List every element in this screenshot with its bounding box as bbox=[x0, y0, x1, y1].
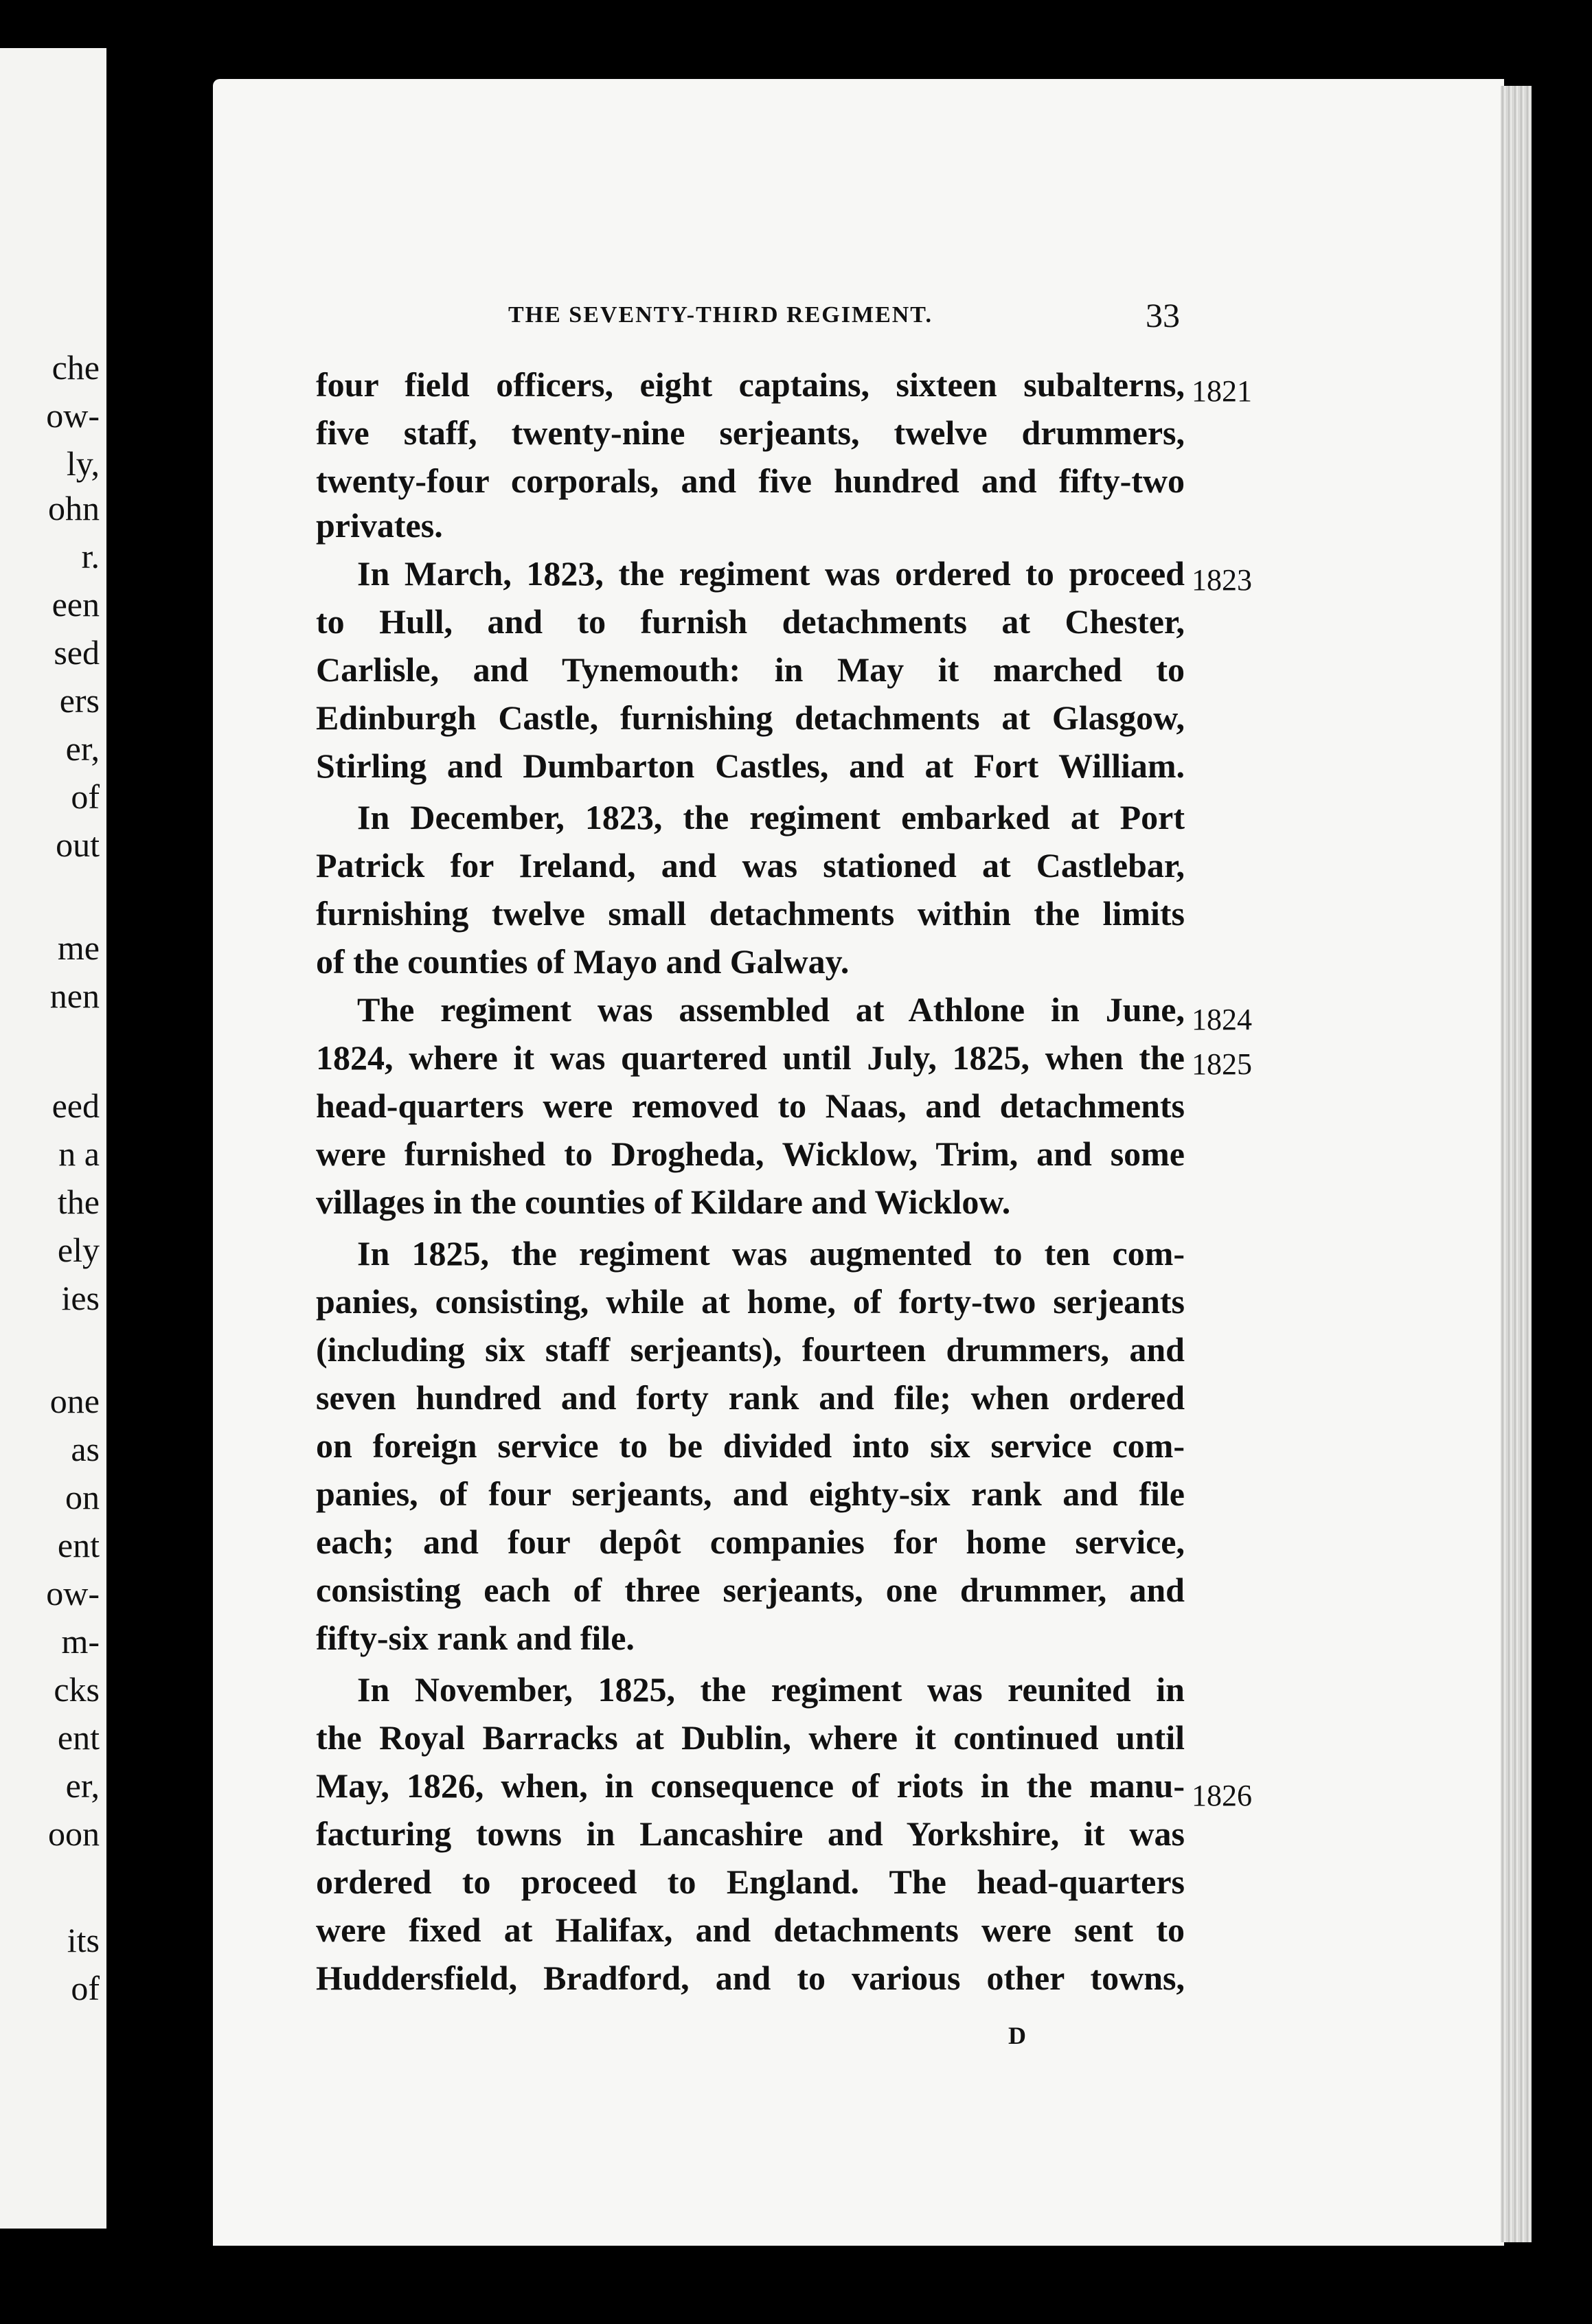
left-fragment: the bbox=[57, 1183, 100, 1221]
text-line: Stirling and Dumbarton Castles, and at Fort William. bbox=[316, 747, 1185, 785]
text-line: seven hundred and forty rank and file; when ordered bbox=[316, 1378, 1185, 1417]
text-line: were fixed at Halifax, and detachments were sent to bbox=[316, 1911, 1185, 1949]
text-line: consisting each of three serjeants, one drummer, and bbox=[316, 1571, 1185, 1609]
left-fragment: ow- bbox=[46, 396, 100, 435]
text-line: to Hull, and to furnish detachments at Chester, bbox=[316, 602, 1185, 641]
text-line: five staff, twenty-nine serjeants, twelve drummers, bbox=[316, 413, 1185, 452]
left-fragment: sed bbox=[54, 633, 100, 672]
margin-year: 1826 bbox=[1192, 1779, 1252, 1812]
text-line: of the counties of Mayo and Galway. bbox=[316, 942, 850, 981]
left-fragment: of bbox=[71, 1969, 100, 2007]
text-line: head-quarters were removed to Naas, and detachments bbox=[316, 1086, 1185, 1125]
page-edge bbox=[1501, 86, 1532, 2242]
left-fragment: of bbox=[71, 777, 100, 816]
margin-year: 1821 bbox=[1192, 374, 1252, 408]
text-line: May, 1826, when, in consequence of riots in the manu- bbox=[316, 1766, 1185, 1805]
text-line: twenty-four corporals, and five hundred and fifty-two bbox=[316, 462, 1185, 500]
left-fragment: eed bbox=[52, 1086, 100, 1125]
text-line: (including six staff serjeants), fourteen drummers, and bbox=[316, 1330, 1185, 1369]
text-line: The regiment was assembled at Athlone in June, bbox=[357, 990, 1185, 1029]
left-fragment: its bbox=[67, 1921, 100, 1959]
text-line: villages in the counties of Kildare and Wicklow. bbox=[316, 1183, 1011, 1221]
text-line: In March, 1823, the regiment was ordered to proceed bbox=[357, 554, 1185, 593]
text-line: facturing towns in Lancashire and Yorkshire, it was bbox=[316, 1814, 1185, 1853]
text-line: on foreign service to be divided into six service com- bbox=[316, 1426, 1185, 1465]
text-line: Huddersfield, Bradford, and to various other towns, bbox=[316, 1959, 1185, 1997]
left-fragment: ly, bbox=[66, 444, 100, 483]
text-line: each; and four depôt companies for home service, bbox=[316, 1523, 1185, 1561]
left-page-fragment bbox=[0, 48, 106, 2229]
text-line: were furnished to Drogheda, Wicklow, Trim, and some bbox=[316, 1135, 1185, 1173]
text-line: ordered to proceed to England. The head-quarters bbox=[316, 1862, 1185, 1901]
left-fragment: che bbox=[52, 348, 100, 387]
margin-year: 1823 bbox=[1192, 563, 1252, 597]
left-fragment: one bbox=[49, 1382, 100, 1420]
left-fragment: oon bbox=[48, 1814, 100, 1853]
text-line: 1824, where it was quartered until July, 1825, when the bbox=[316, 1038, 1185, 1077]
left-fragment: ely bbox=[57, 1231, 100, 1269]
margin-year: 1825 bbox=[1192, 1047, 1252, 1081]
signature-mark: D bbox=[1008, 2022, 1026, 2049]
left-fragment: m- bbox=[61, 1622, 100, 1661]
text-line: Carlisle, and Tynemouth: in May it marched to bbox=[316, 650, 1185, 689]
left-fragment: er, bbox=[65, 729, 100, 768]
text-line: four field officers, eight captains, sixteen subalterns, bbox=[316, 365, 1185, 404]
text-line: Edinburgh Castle, furnishing detachments at Glasgow, bbox=[316, 698, 1185, 737]
text-line: panies, of four serjeants, and eighty-six rank and file bbox=[316, 1474, 1185, 1513]
text-line: privates. bbox=[316, 506, 443, 545]
text-line: Patrick for Ireland, and was stationed at Castlebar, bbox=[316, 846, 1185, 885]
text-line: In 1825, the regiment was augmented to ten com- bbox=[357, 1234, 1185, 1273]
text-line: panies, consisting, while at home, of forty-two serjeants bbox=[316, 1282, 1185, 1321]
left-fragment: ent bbox=[57, 1526, 100, 1564]
left-fragment: r. bbox=[81, 537, 100, 576]
left-fragment: me bbox=[57, 929, 100, 967]
left-fragment: ow- bbox=[46, 1574, 100, 1613]
left-fragment: cks bbox=[54, 1670, 100, 1709]
left-fragment: een bbox=[52, 585, 100, 624]
text-line: In November, 1825, the regiment was reunited in bbox=[357, 1670, 1185, 1709]
running-head: THE SEVENTY-THIRD REGIMENT. bbox=[508, 302, 933, 328]
page-number: 33 bbox=[1146, 296, 1180, 334]
left-fragment: ers bbox=[59, 681, 100, 720]
left-fragment: as bbox=[71, 1430, 100, 1468]
text-line: In December, 1823, the regiment embarked at Port bbox=[357, 798, 1185, 836]
text-line: furnishing twelve small detachments within the limits bbox=[316, 894, 1185, 933]
left-fragment: er, bbox=[65, 1766, 100, 1805]
margin-year: 1824 bbox=[1192, 1003, 1252, 1036]
left-fragment: nen bbox=[49, 977, 100, 1015]
left-fragment: n a bbox=[58, 1135, 100, 1173]
left-fragment: ent bbox=[57, 1718, 100, 1757]
left-fragment: out bbox=[56, 825, 100, 864]
left-fragment: ies bbox=[61, 1279, 100, 1317]
text-line: the Royal Barracks at Dublin, where it continued until bbox=[316, 1718, 1185, 1757]
text-line: fifty-six rank and file. bbox=[316, 1619, 635, 1657]
left-fragment: ohn bbox=[48, 489, 100, 527]
left-fragment: on bbox=[65, 1478, 100, 1516]
